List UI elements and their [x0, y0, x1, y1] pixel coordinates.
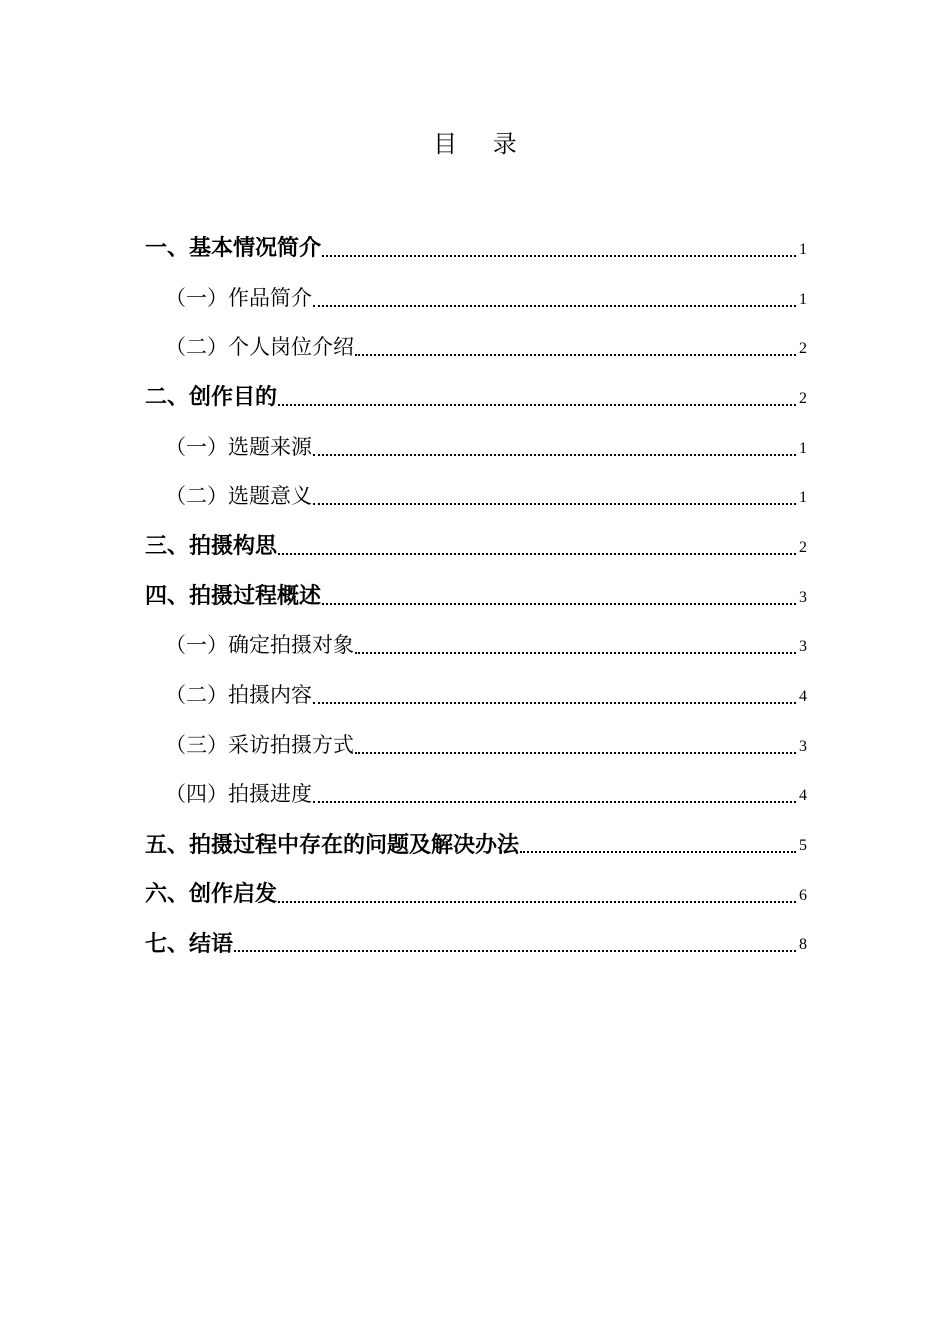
toc-entry-label: 七、结语 [145, 931, 234, 957]
toc-entry-page-number: 1 [799, 290, 807, 308]
toc-entry-section[interactable] [145, 719, 807, 769]
toc-entry-label: （一）选题来源 [165, 434, 312, 459]
toc-entry-chapter[interactable] [145, 868, 807, 918]
toc-entry-chapter[interactable] [145, 918, 807, 968]
dot-leader [313, 495, 796, 505]
toc-entry-page-number: 4 [799, 688, 807, 706]
toc-entry-section[interactable] [145, 321, 807, 371]
toc-entry-label: （二）选题意义 [165, 484, 312, 509]
toc-entry-section[interactable] [145, 470, 807, 520]
toc-entry-section[interactable] [145, 272, 807, 322]
toc-entry-chapter[interactable] [145, 818, 807, 868]
toc-entry-label: （一）作品简介 [165, 285, 312, 310]
dot-leader [355, 744, 796, 754]
toc-entry-page-number: 3 [799, 737, 807, 755]
toc-entry-chapter[interactable] [145, 222, 807, 272]
toc-entry-label: 一、基本情况简介 [145, 236, 322, 262]
dot-leader [313, 694, 796, 704]
toc-entry-page-number: 5 [799, 837, 807, 855]
toc-entry-label: （二）个人岗位介绍 [165, 335, 354, 360]
toc-entry-label: （一）确定拍摄对象 [165, 633, 354, 658]
dot-leader [322, 247, 796, 257]
toc-entry-label: （四）拍摄进度 [165, 782, 312, 807]
toc-entry-page-number: 2 [799, 340, 807, 358]
toc-entry-label: 二、创作目的 [145, 385, 278, 411]
dot-leader [278, 893, 796, 903]
dot-leader [313, 793, 796, 803]
dot-leader [234, 942, 796, 952]
toc-entry-section[interactable] [145, 769, 807, 819]
dot-leader [278, 396, 796, 406]
dot-leader [355, 644, 796, 654]
toc-entry-label: （二）拍摄内容 [165, 683, 312, 708]
dot-leader [322, 595, 796, 605]
toc-entry-section[interactable] [145, 421, 807, 471]
toc-entry-page-number: 2 [799, 389, 807, 407]
page-title: 目 录 [433, 130, 531, 158]
table-of-contents [145, 222, 807, 967]
toc-entry-page-number: 6 [799, 886, 807, 904]
toc-entry-section[interactable] [145, 620, 807, 670]
toc-entry-page-number: 3 [799, 588, 807, 606]
toc-entry-page-number: 4 [799, 787, 807, 805]
toc-entry-chapter[interactable] [145, 520, 807, 570]
toc-entry-page-number: 1 [799, 240, 807, 258]
toc-entry-page-number: 8 [799, 936, 807, 954]
toc-entry-chapter[interactable] [145, 371, 807, 421]
toc-entry-label: 五、拍摄过程中存在的问题及解决办法 [145, 832, 520, 858]
toc-entry-page-number: 1 [799, 439, 807, 457]
dot-leader [313, 446, 796, 456]
dot-leader [520, 843, 796, 853]
dot-leader [278, 545, 796, 555]
dot-leader [355, 346, 796, 356]
dot-leader [313, 297, 796, 307]
toc-entry-label: 三、拍摄构思 [145, 534, 278, 560]
toc-entry-chapter[interactable] [145, 570, 807, 620]
toc-entry-page-number: 1 [799, 489, 807, 507]
toc-entry-label: 六、创作启发 [145, 882, 278, 908]
toc-entry-label: （三）采访拍摄方式 [165, 732, 354, 757]
toc-entry-label: 四、拍摄过程概述 [145, 584, 322, 610]
toc-entry-page-number: 2 [799, 538, 807, 556]
toc-entry-page-number: 3 [799, 638, 807, 656]
toc-entry-section[interactable] [145, 669, 807, 719]
